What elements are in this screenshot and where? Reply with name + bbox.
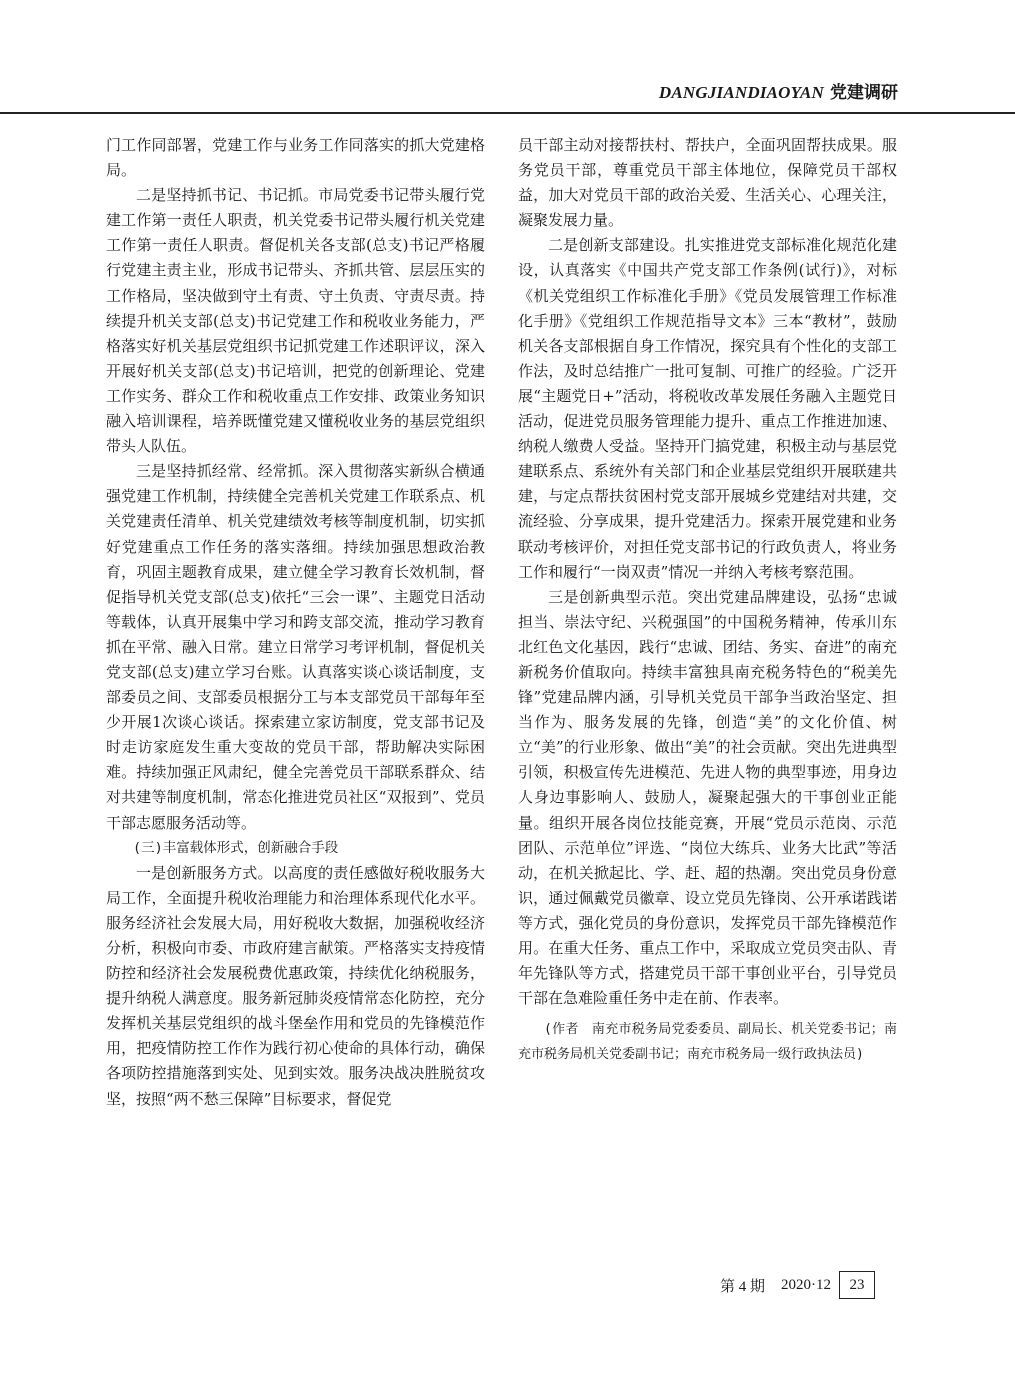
author-note: (作者 南充市税务局党委委员、副局长、机关党委书记；南充市税务局机关党委副书记；南充市税务局一级行政执法员): [518, 1022, 897, 1063]
paragraph: 一是创新服务方式。以高度的责任感做好税收服务大局工作，全面提升税收治理能力和治理体系现代化水平。服务经济社会发展大局，用好税收大数据，加强税收经济分析，积极向市委、市政府建言献策。严格落实支持疫情防控和经济社会发展税费优惠政策，持续优化纳税服务，提升纳税人满意度。服务新冠肺炎疫情常态化防控，充分发挥机关基层党组织的战斗堡垒作用和党员的先锋模范作用，把疫情防控工作作为践行初心使命的具体行动，确保各项防控措施落到实处、见到实效。服务决战决胜脱贫攻坚，按照“两不愁三保障”目标要求，督促党: [106, 863, 485, 1108]
page-number: 23: [839, 1271, 875, 1299]
page-footer: [720, 1270, 875, 1300]
issue-label: 第 4 期: [720, 1278, 766, 1295]
issue-date: 2020·12: [781, 1276, 832, 1293]
paragraph: 门工作同部署，党建工作与业务工作同落实的抓大党建格局。: [106, 136, 485, 180]
left-column: [106, 133, 485, 1112]
header-rule: [0, 112, 1015, 114]
section-subheading: (三)丰富载体形式，创新融合手段: [133, 839, 339, 856]
running-header: [0, 78, 898, 112]
paragraph: 员干部主动对接帮扶村、帮扶户，全面巩固帮扶成果。服务党员干部，尊重党员干部主体地位，保障党员干部权益，加大对党员干部的政治关爱、生活关心、心理关注，凝聚发展力量。: [518, 136, 897, 230]
header-title-cn: 党建调研: [830, 83, 898, 103]
paragraph: 二是创新支部建设。扎实推进党支部标准化规范化建设，认真落实《中国共产党支部工作条例(试行)》，对标《机关党组织工作标准化手册》《党员发展管理工作标准化手册》《党组织工作规范指导文本》三本“教材”，鼓励机关各支部根据自身工作情况，探究具有个性化的支部工作法，及时总结推广一批可复制、可推广的经验。广泛开展“主题党日+”活动，将税收改革发展任务融入主题党日活动，促进党员服务管理能力提升、重点工作推进加速、纳税人缴费人受益。坚持开门搞党建，积极主动与基层党建联系点、系统外有关部门和企业基层党组织开展联建共建，与定点帮扶贫困村党支部开展城乡党建结对共建，交流经验、分享成果，提升党建活力。探索开展党建和业务联动考核评价，对担任党支部书记的行政负责人，将业务工作和履行“一岗双责”情况一并纳入考核考察范围。: [518, 236, 897, 581]
paragraph: 三是创新典型示范。突出党建品牌建设，弘扬“忠诚担当、崇法守纪、兴税强国”的中国税务精神，传承川东北红色文化基因，践行“忠诚、团结、务实、奋进”的南充新税务价值取向。持续丰富独具南充税务特色的“税美先锋”党建品牌内涵，引导机关党员干部争当政治坚定、担当作为、服务发展的先锋，创造“美”的文化价值、树立“美”的行业形象、做出“美”的社会贡献。突出先进典型引领，积极宣传先进模范、先进人物的典型事迹，用身边人身边事影响人、鼓励人，凝聚起强大的干事创业正能量。组织开展各岗位技能竞赛，开展“党员示范岗、示范团队、示范单位”评选、“岗位大练兵、业务大比武”等活动，在机关掀起比、学、赶、超的热潮。突出党员身份意识，通过佩戴党员徽章、设立党员先锋岗、公开承诺践诺等方式，强化党员的身份意识，发挥党员干部先锋模范作用。在重大任务、重点工作中，采取成立党员突击队、青年先锋队等方式，搭建党员干部干事创业平台，引导党员干部在急难险重任务中走在前、作表率。: [518, 587, 897, 1008]
paragraph: 二是坚持抓书记、书记抓。市局党委书记带头履行党建工作第一责任人职责，机关党委书记带头履行机关党建工作第一责任人职责。督促机关各支部(总支)书记严格履行党建主责主业，形成书记带头、齐抓共管、层层压实的工作格局，坚决做到守土有责、守土负责、守责尽责。持续提升机关支部(总支)书记党建工作和税收业务能力，严格落实好机关基层党组织书记抓党建工作述职评议，深入开展好机关支部(总支)书记培训，把党的创新理论、党建工作实务、群众工作和税收重点工作安排、政策业务知识融入培训课程，培养既懂党建又懂税收业务的基层党组织带头人队伍。: [106, 186, 485, 456]
header-title-en: DANGJIANDIAOYAN: [658, 83, 824, 102]
paragraph: 三是坚持抓经常、经常抓。深入贯彻落实新纵合横通强党建工作机制，持续健全完善机关党建工作联系点、机关党建责任清单、机关党建绩效考核等制度机制，切实抓好党建重点工作任务的落实落细。持续加强思想政治教育，巩固主题教育成果，建立健全学习教育长效机制，督促指导机关党支部(总支)依托“三会一课”、主题党日活动等载体，认真开展集中学习和跨支部交流，推动学习教育抓在平常、融入日常。建立日常学习考评机制，督促机关党支部(总支)建立学习台账。认真落实谈心谈话制度，支部委员之间、支部委员根据分工与本支部党员干部每年至少开展1次谈心谈话。探索建立家访制度，党支部书记及时走访家庭发生重大变故的党员干部，帮助解决实际困难。持续加强正风肃纪，健全完善党员干部联系群众、结对共建等制度机制，常态化推进党员社区“双报到”、党员干部志愿服务活动等。: [106, 462, 485, 832]
right-column: [518, 133, 897, 1067]
